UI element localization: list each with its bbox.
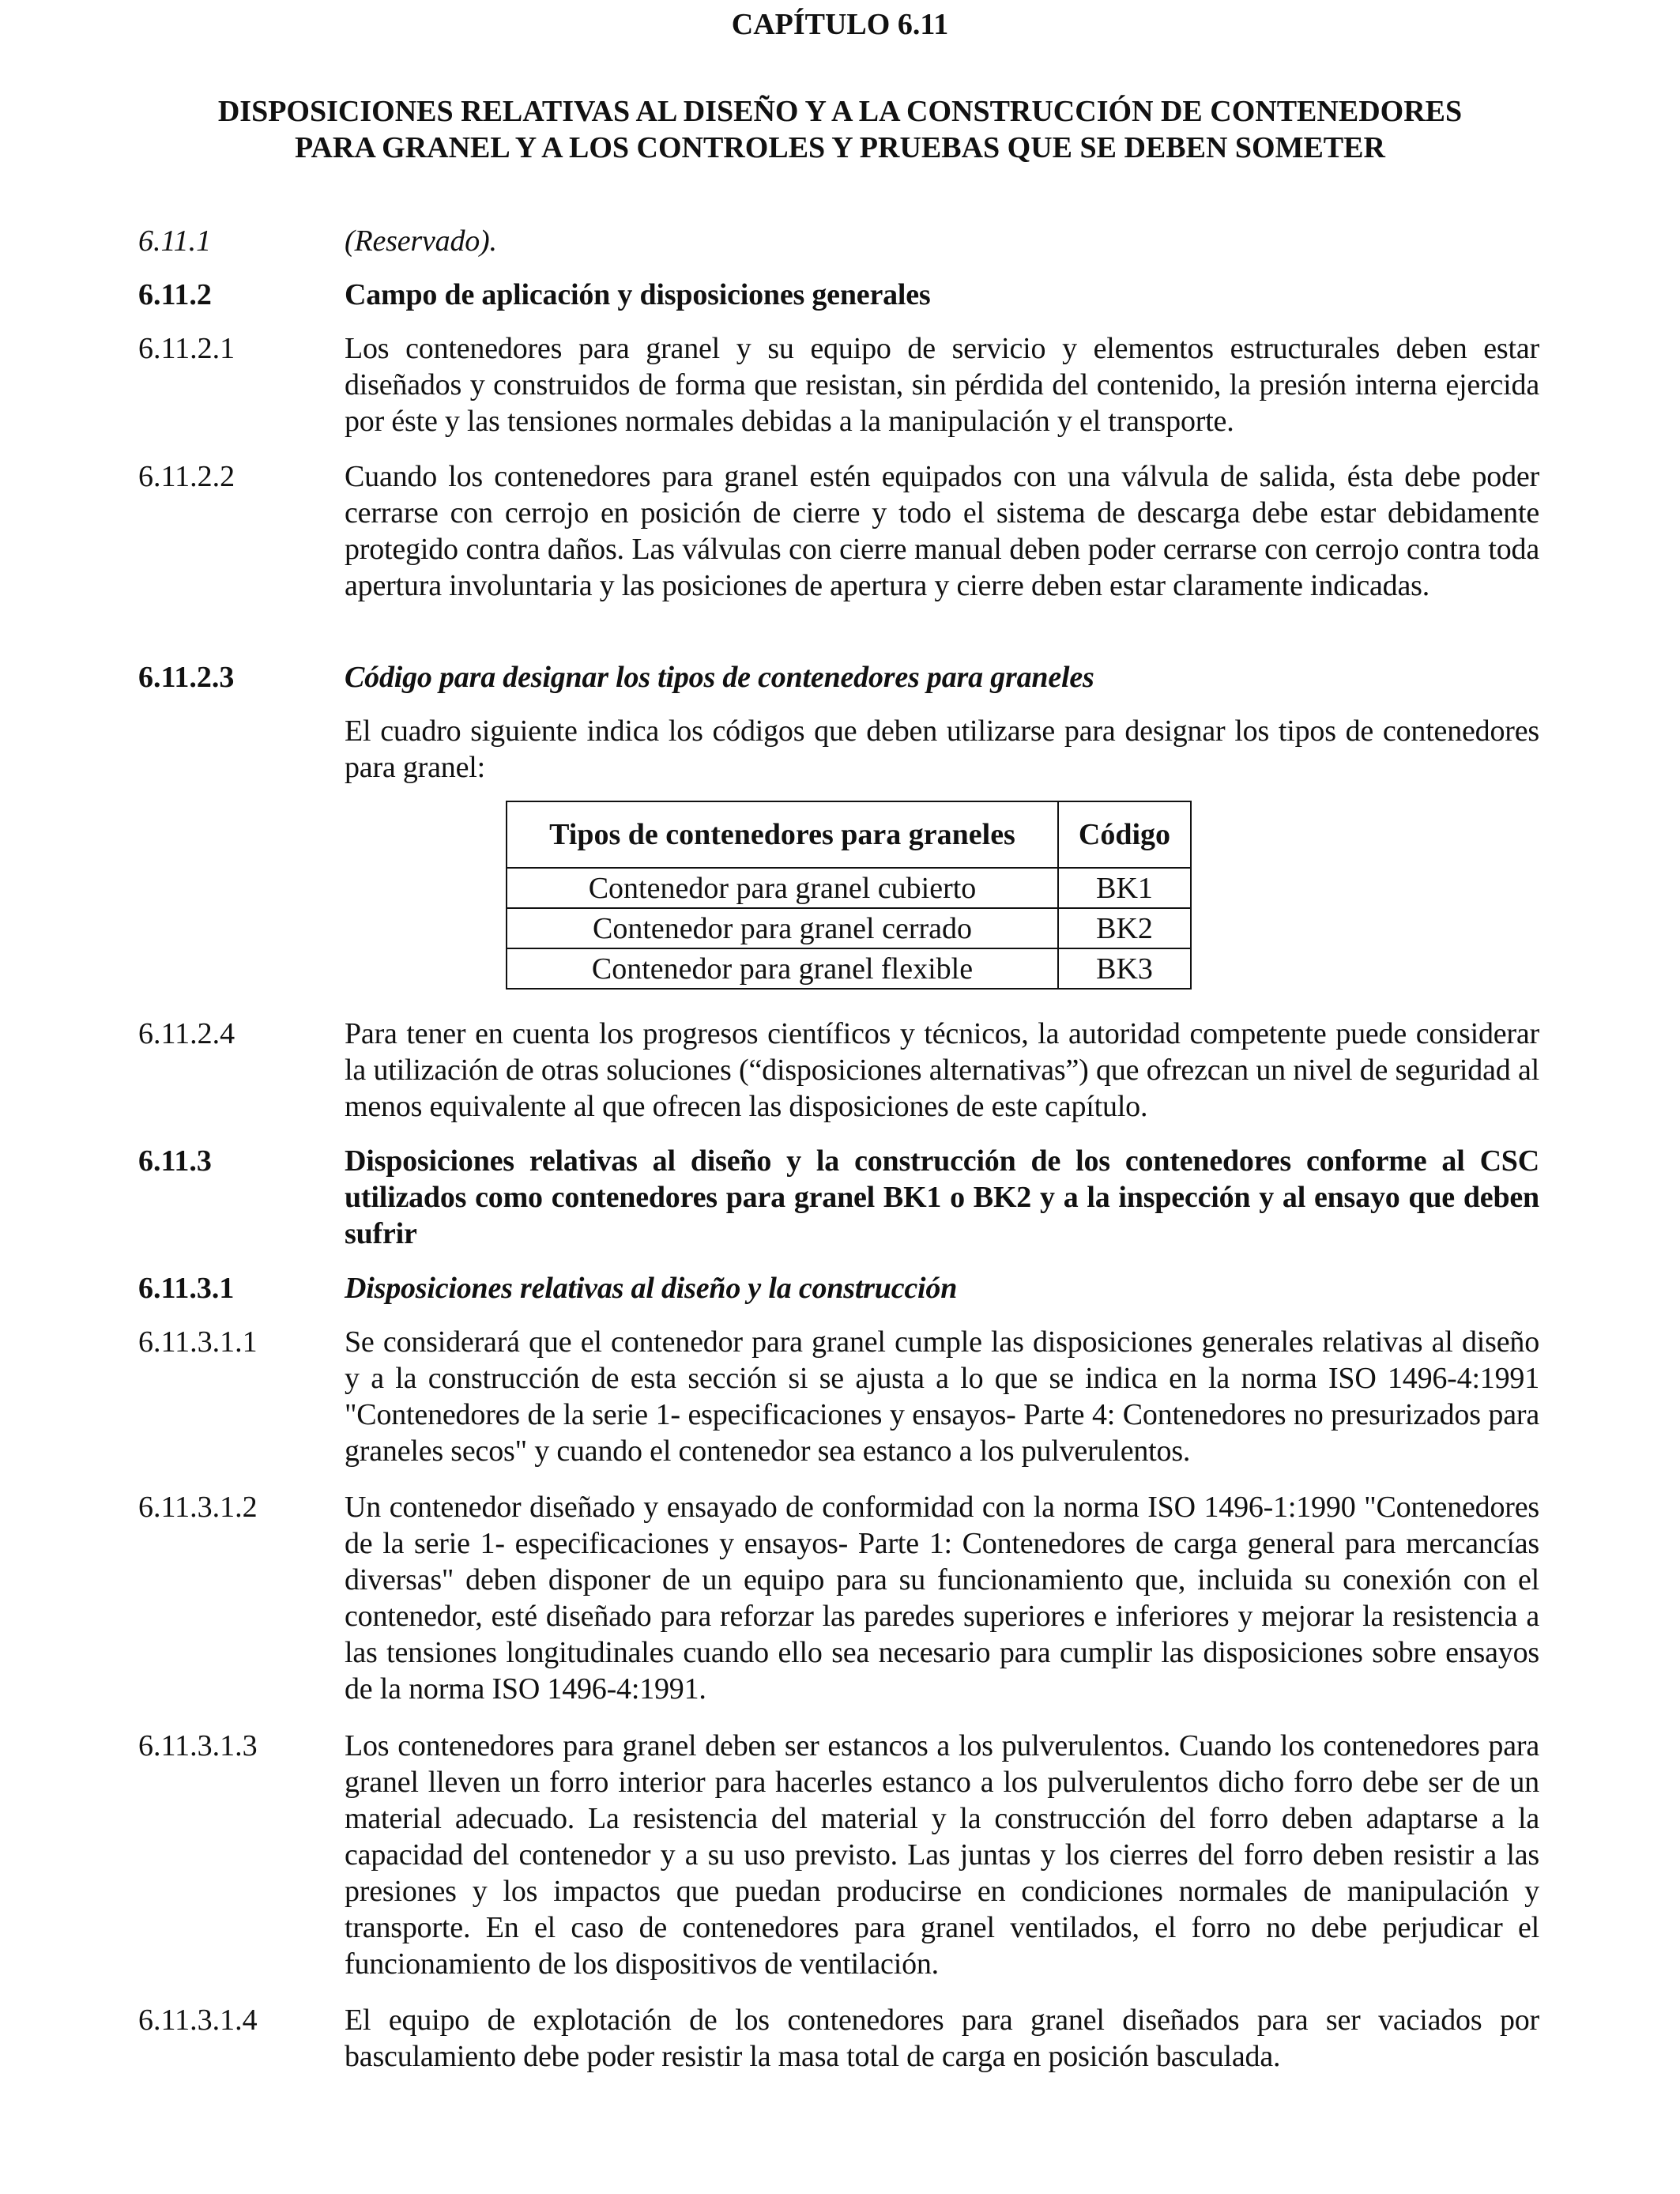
table-row	[507, 948, 1191, 989]
table-cell: BK3	[1058, 948, 1191, 989]
section-text: Cuando los contenedores para granel estén equipados con una válvula de salida, ésta debe poder cerrarse con cerrojo en posición de cierre y todo el sistema de descarga debe estar debidamente protegido contra daños. Las válvulas con cierre manual deben poder cerrarse con cerrojo contra toda apertura involuntaria y las posiciones de apertura y cierre deben estar claramente indicadas.	[345, 460, 1539, 602]
container-codes-table	[506, 801, 1192, 990]
table-row	[507, 908, 1191, 948]
section-number: 6.11.3.1.3	[138, 1729, 258, 1762]
chapter-heading-line-2: PARA GRANEL Y A LOS CONTROLES Y PRUEBAS QUE SE DEBEN SOMETER	[295, 131, 1385, 164]
chapter-title: CAPÍTULO 6.11	[731, 8, 949, 41]
section-number: 6.11.2.2	[138, 460, 235, 493]
table-header-row	[507, 801, 1191, 868]
table-cell: Contenedor para granel cubierto	[507, 868, 1058, 908]
table-cell: Contenedor para granel flexible	[507, 948, 1058, 989]
table-cell: BK1	[1058, 868, 1191, 908]
chapter-heading-line-1: DISPOSICIONES RELATIVAS AL DISEÑO Y A LA CONSTRUCCIÓN DE CONTENEDORES	[217, 95, 1463, 128]
section-text: Para tener en cuenta los progresos científicos y técnicos, la autoridad competente puede considerar la utilización de otras soluciones (“disposiciones alternativas”) que ofrezcan un nivel de seguridad al menos equivalente al que ofrecen las disposiciones de este capítulo.	[345, 1017, 1539, 1123]
chapter-heading	[0, 93, 1680, 166]
section-number: 6.11.1	[138, 224, 212, 258]
section-number: 6.11.2	[138, 278, 212, 311]
section-number: 6.11.3.1	[138, 1272, 235, 1305]
section-heading: Campo de aplicación y disposiciones generales	[345, 278, 931, 311]
table-cell: BK2	[1058, 908, 1191, 948]
section-number: 6.11.2.1	[138, 332, 235, 365]
section-text: (Reservado).	[345, 224, 497, 258]
section-number: 6.11.3	[138, 1144, 212, 1178]
section-number: 6.11.2.3	[138, 661, 235, 694]
section-text: Se considerará que el contenedor para granel cumple las disposiciones generales relativas al diseño y a la construcción de esta sección si se ajusta a lo que se indica en la norma ISO 1496-4:1991 "Contenedores de la serie 1- especificaciones y ensayos- Parte 4: Contenedores no presurizados para graneles secos" y cuando el contenedor sea estanco a los pulverulentos.	[345, 1325, 1539, 1468]
section-heading: Disposiciones relativas al diseño y la construcción de los contenedores conforme al CSC utilizados como contenedores para granel BK1 o BK2 y a la inspección y al ensayo que deben sufrir	[345, 1144, 1539, 1250]
table-header-cell: Tipos de contenedores para graneles	[507, 801, 1058, 868]
table-cell: Contenedor para granel cerrado	[507, 908, 1058, 948]
section-text: Un contenedor diseñado y ensayado de conformidad con la norma ISO 1496-1:1990 "Contenedores de la serie 1- especificaciones y ensayos- Parte 1: Contenedores de carga general para mercancías diversas" deben disponer de un equipo para su funcionamiento que, incluida su conexión con el contenedor, esté diseñado para reforzar las paredes superiores e inferiores y mejorar la resistencia a las tensiones longitudinales cuando ello sea necesario para cumplir las disposiciones sobre ensayos de la norma ISO 1496-4:1991.	[345, 1491, 1539, 1706]
section-text: El cuadro siguiente indica los códigos que deben utilizarse para designar los tipos de contenedores para granel:	[345, 714, 1539, 784]
section-number: 6.11.3.1.1	[138, 1325, 258, 1359]
table-header-cell: Código	[1058, 801, 1191, 868]
section-number: 6.11.3.1.2	[138, 1491, 258, 1524]
section-text: Los contenedores para granel deben ser estancos a los pulverulentos. Cuando los contenedores para granel lleven un forro interior para hacerles estanco a los pulverulentos dicho forro debe ser de un material adecuado. La resistencia del material y la construcción del forro deben adaptarse a la capacidad del contenedor y a su uso previsto. Las juntas y los cierres del forro deben resistir a las presiones y los impactos que puedan producirse en condiciones normales de manipulación y transporte. En el caso de contenedores para granel ventilados, el forro no debe perjudicar el funcionamiento de los dispositivos de ventilación.	[345, 1729, 1539, 1981]
section-text: Los contenedores para granel y su equipo de servicio y elementos estructurales deben estar diseñados y construidos de forma que resistan, sin pérdida del contenido, la presión interna ejercida por éste y las tensiones normales debidas a la manipulación y el transporte.	[345, 332, 1539, 438]
section-heading: Disposiciones relativas al diseño y la construcción	[345, 1272, 958, 1305]
section-heading: Código para designar los tipos de contenedores para graneles	[345, 661, 1094, 694]
table-row	[507, 868, 1191, 908]
section-number: 6.11.2.4	[138, 1017, 235, 1050]
section-text: El equipo de explotación de los contenedores para granel diseñados para ser vaciados por basculamiento debe poder resistir la masa total de carga en posición basculada.	[345, 2004, 1539, 2073]
section-number: 6.11.3.1.4	[138, 2004, 258, 2037]
